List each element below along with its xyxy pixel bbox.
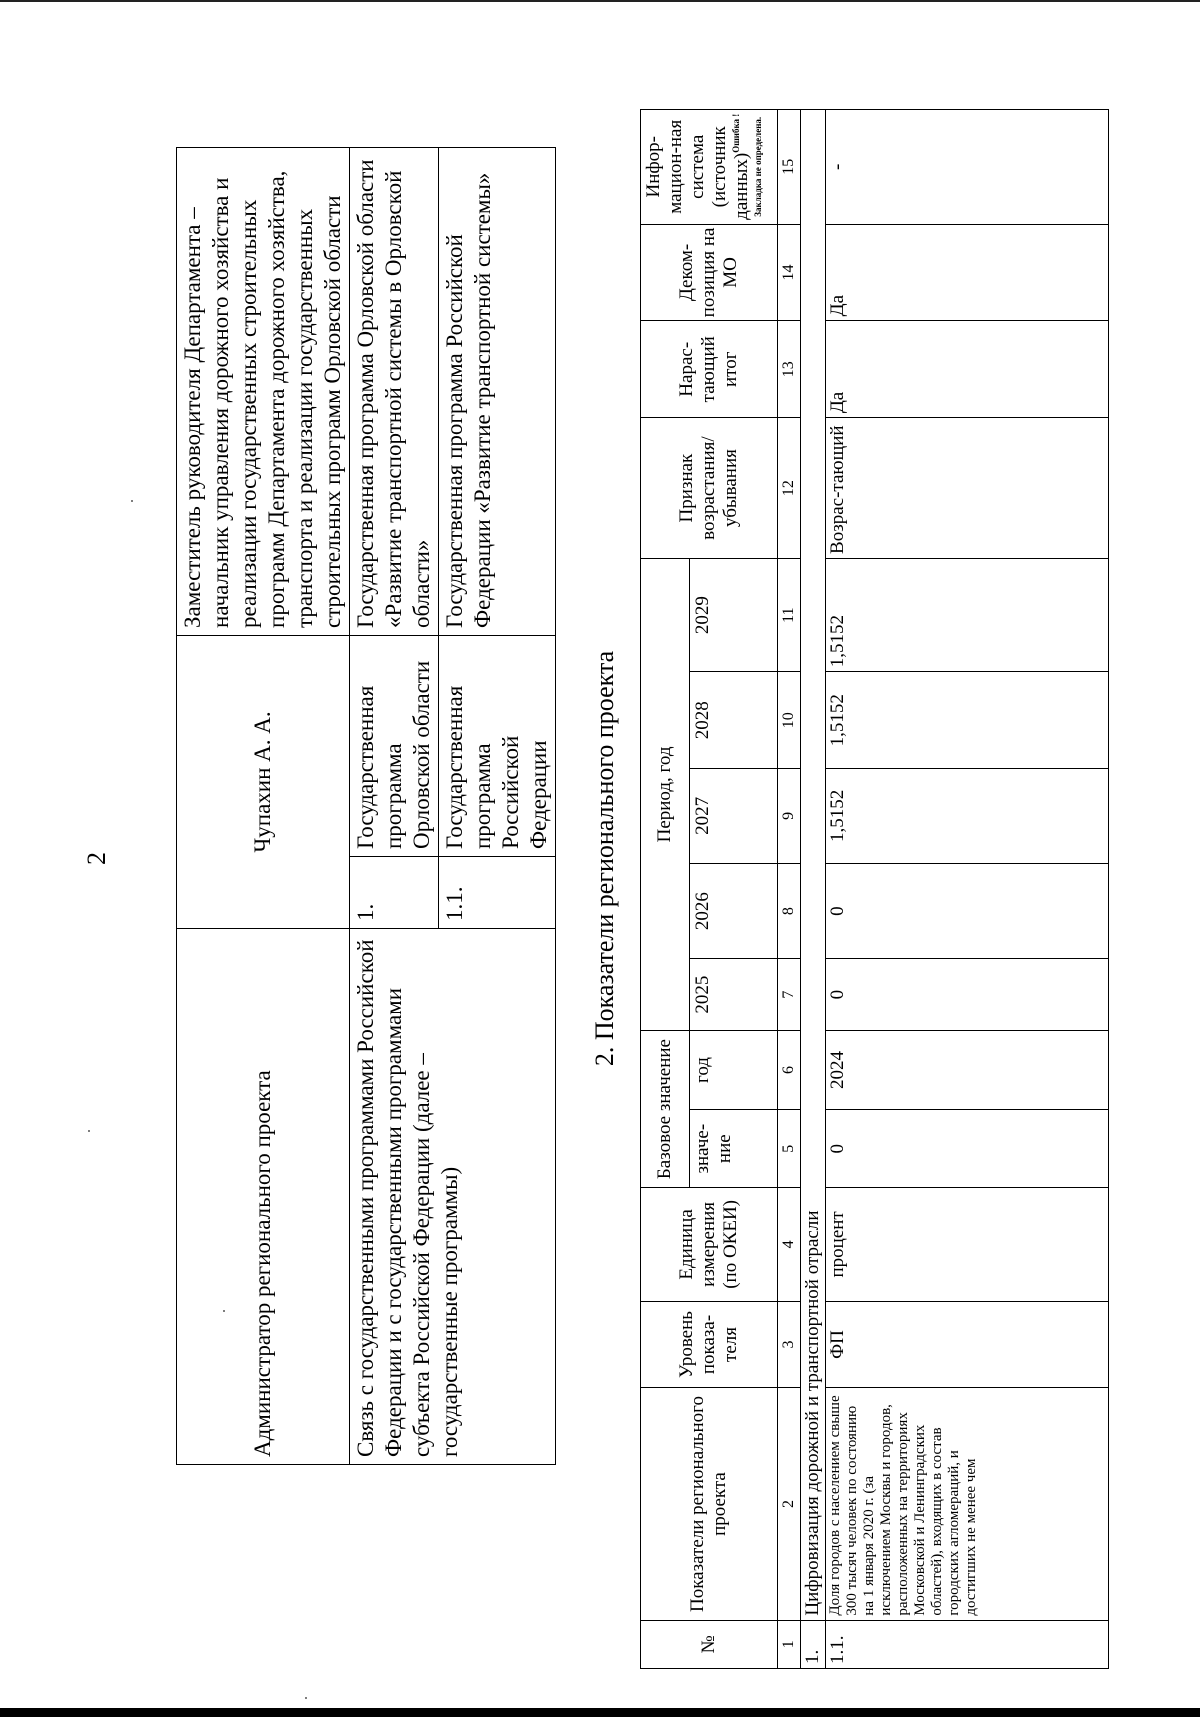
program-num: 1. [350, 857, 439, 929]
header-base-year: год [689, 1030, 777, 1109]
section-row [801, 110, 826, 1669]
header-info-system [641, 110, 778, 225]
program-type: Государственная программа Российской Федерации [439, 635, 556, 856]
header-sign: Признак возрастания/ убывания [641, 418, 778, 559]
column-number: 4 [778, 1188, 801, 1301]
column-number: 6 [778, 1030, 801, 1109]
section-num: 1. [801, 1620, 826, 1668]
program-link-label [350, 929, 556, 1465]
row-year-2026: 0 [826, 863, 1109, 959]
header-year: 2025 [689, 959, 777, 1031]
program-num: 1.1. [439, 857, 556, 929]
row-unit: процент [826, 1188, 1109, 1301]
row-year-2025: 0 [826, 959, 1109, 1031]
program-link-row [350, 148, 439, 1465]
program-link-label-part1: Связь с государственными программами Российской Федерации и с государственными программами [353, 939, 406, 1457]
column-number: 10 [778, 672, 801, 769]
row-num: 1.1. [826, 1620, 1109, 1668]
page-number: 2 [82, 852, 111, 865]
column-number-row [778, 110, 801, 1669]
header-year: 2026 [689, 863, 777, 959]
row-level: ФП [826, 1301, 1109, 1388]
column-number: 15 [778, 110, 801, 225]
column-number: 11 [778, 558, 801, 671]
header-info-system-label: Инфор-мацион-ная система (источник данных) [643, 119, 752, 220]
header-num: № [641, 1620, 778, 1668]
admin-row [177, 148, 350, 1465]
header-cumulative: Нарас-тающий итог [641, 321, 778, 418]
header-level: Уровень показа-теля [641, 1301, 778, 1388]
row-sign: Возрас-тающий [826, 418, 1109, 559]
header-year: 2028 [689, 672, 777, 769]
column-number: 1 [778, 1620, 801, 1668]
column-number: 3 [778, 1301, 801, 1388]
admin-label: Администратор регионального проекта [177, 929, 350, 1465]
row-cumulative: Да [826, 321, 1109, 418]
header-year: 2027 [689, 769, 777, 864]
header-unit: Единица измерения (по ОКЕИ) [641, 1188, 778, 1301]
header-decomposition: Деком-позиция на МО [641, 224, 778, 321]
column-number: 7 [778, 959, 801, 1031]
row-decomposition: Да [826, 224, 1109, 321]
row-year-2029: 1,5152 [826, 558, 1109, 671]
header-year: 2029 [689, 558, 777, 671]
header-base: Базовое значение [641, 1030, 690, 1187]
row-base-year: 2024 [826, 1030, 1109, 1109]
column-number: 12 [778, 418, 801, 559]
section-title: 2. Показатели регионального проекта [590, 650, 619, 1067]
column-number: 2 [778, 1388, 801, 1620]
header-row [641, 110, 690, 1669]
column-number: 5 [778, 1110, 801, 1188]
header-indicator: Показатели регионального проекта [641, 1388, 778, 1620]
column-number: 9 [778, 769, 801, 864]
indicators-table [640, 109, 1109, 1669]
header-footnote-error: Ошибка ! Закладка не определена. [731, 113, 763, 217]
header-period: Период, год [641, 558, 690, 1030]
project-admin-table [176, 147, 556, 1465]
row-base-value: 0 [826, 1110, 1109, 1188]
column-number: 14 [778, 224, 801, 321]
table-row [826, 110, 1109, 1669]
program-title: Государственная программа Орловской области «Развитие транспортной системы в Орловской области» [350, 148, 439, 636]
admin-position: Заместитель руководителя Департамента – начальник управления дорожного хозяйства и реализации государственных строительных программ Департамента дорожного хозяйства, транспорта и реализации государственных строительных программ Орловской области [177, 148, 350, 636]
row-info-system: - [826, 110, 1109, 225]
header-base-value: значе-ние [689, 1110, 777, 1188]
section-title-cell: Цифровизация дорожной и транспортной отрасли [801, 110, 826, 1621]
row-indicator: Доля городов с населением свыше 300 тысяч человек по состоянию на 1 января 2020 г. (за исключением Москвы и городов, расположенных на территориях Московской и Ленинградских областей), входящих в состав городских агломераций, и достигших не менее чем [826, 1388, 1109, 1620]
row-year-2027: 1,5152 [826, 769, 1109, 864]
admin-name: Чупахин А. А. [177, 635, 350, 928]
program-title: Государственная программа Российской Федерации «Развитие транспортной системы» [439, 148, 556, 636]
program-type: Государственная программа Орловской области [350, 635, 439, 856]
column-number: 8 [778, 863, 801, 959]
row-year-2028: 1,5152 [826, 672, 1109, 769]
program-link-label-part2: субъекта Российской Федерации (далее – государственные программы) [409, 1053, 462, 1457]
column-number: 13 [778, 321, 801, 418]
